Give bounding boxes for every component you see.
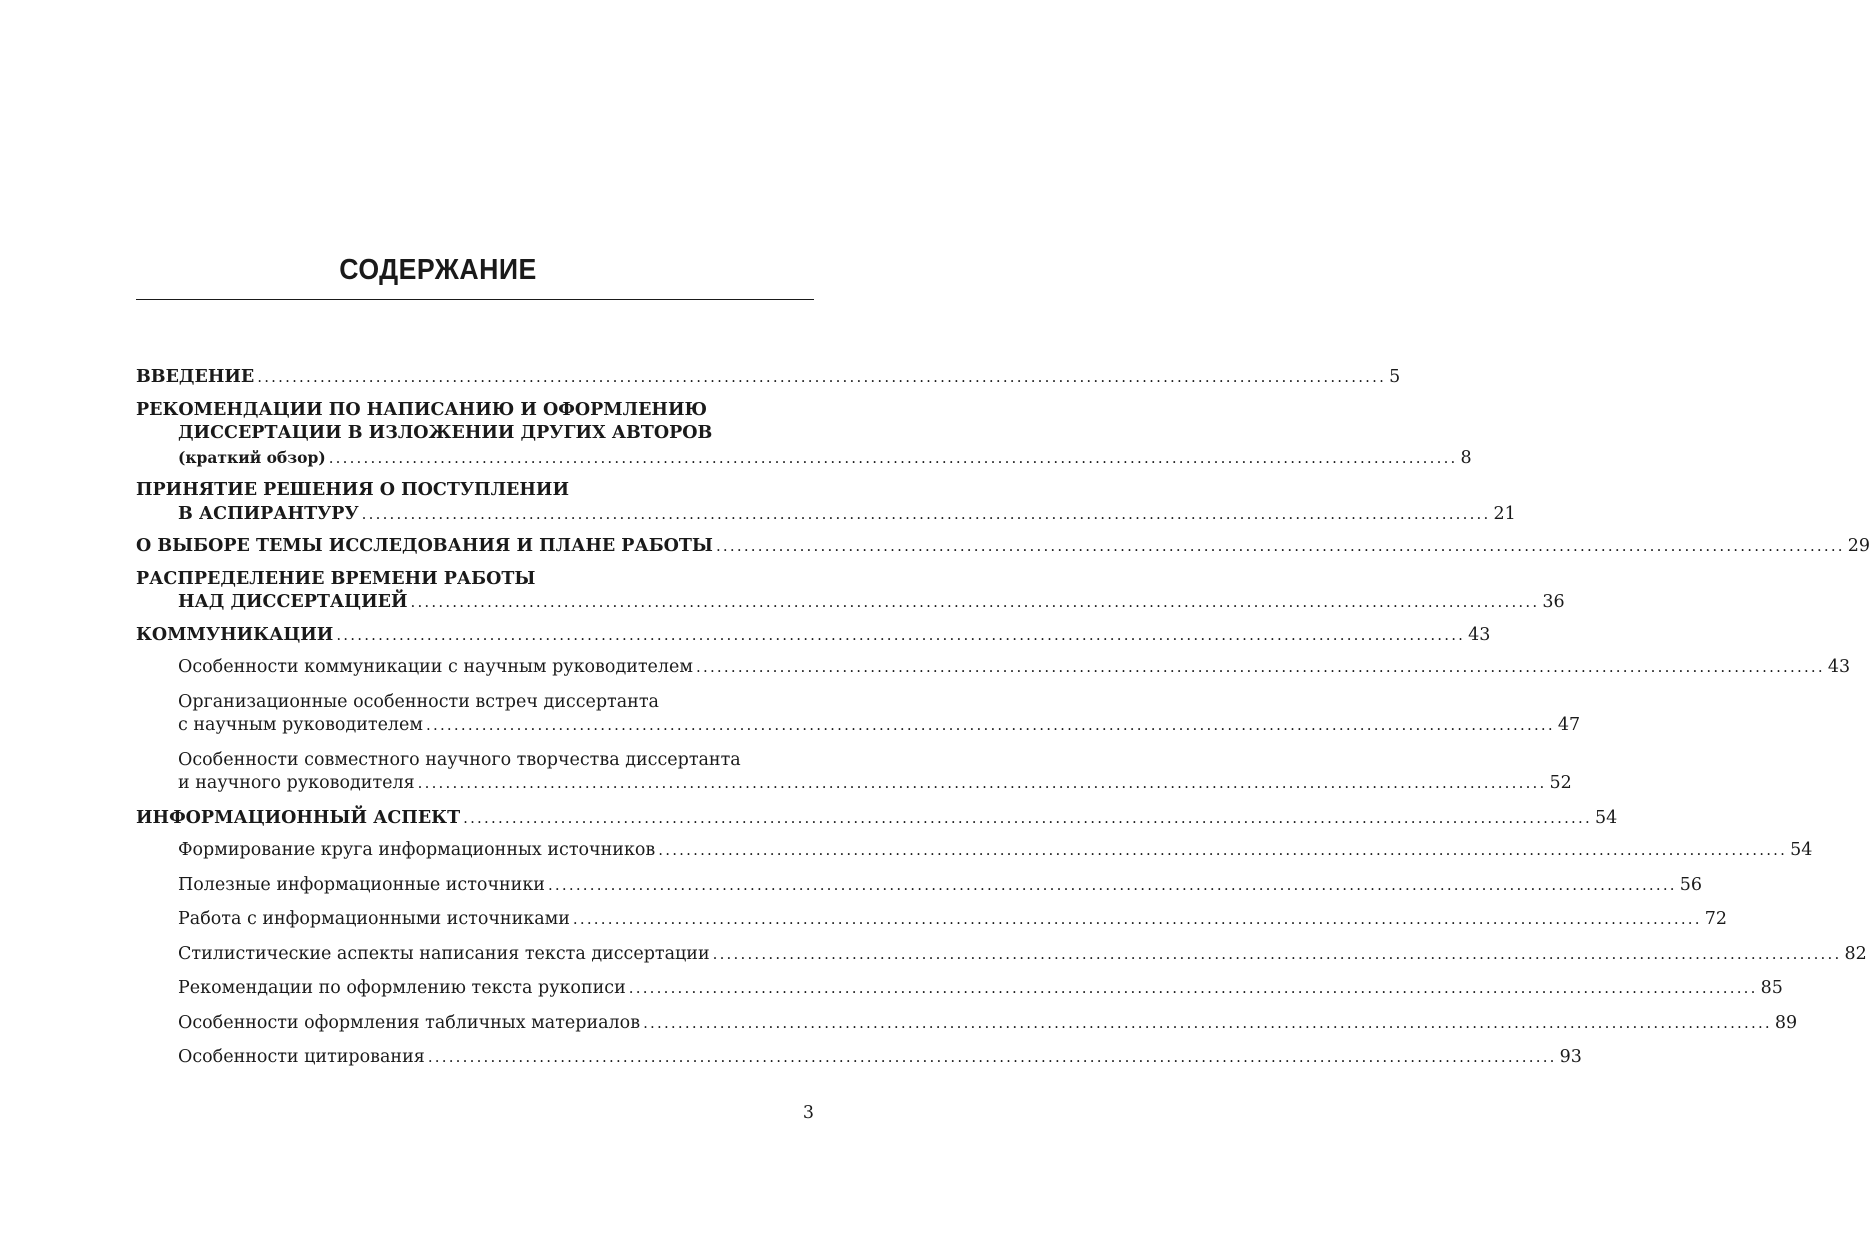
- toc-entry-last-line: [136, 1046, 1582, 1070]
- toc-page-number: 93: [1559, 1047, 1582, 1067]
- toc-page-number: 56: [1679, 874, 1703, 895]
- toc-entry-last-line: [136, 943, 1867, 967]
- dot-leader: ..................................................................................................................................................................: [715, 537, 1845, 555]
- toc-page-number: 43: [1468, 624, 1491, 645]
- toc-page-number: 47: [1557, 715, 1581, 735]
- toc-entry-title: В АСПИРАНТУРУ: [178, 503, 359, 524]
- toc-entry-title: КОММУНИКАЦИИ: [136, 624, 334, 645]
- toc-entry-title: Полезные информационные источники: [178, 874, 545, 895]
- toc-entry-title: ВВЕДЕНИЕ: [136, 367, 255, 387]
- toc-page-number: 72: [1704, 909, 1728, 929]
- toc-entry-title: НАД ДИССЕРТАЦИЕЙ: [178, 592, 408, 612]
- toc-entry-title: (краткий обзор): [178, 447, 326, 467]
- toc-entry-last-line: [136, 977, 1783, 1001]
- toc-page-number: 29: [1847, 536, 1870, 556]
- toc-page-number: 5: [1389, 367, 1401, 387]
- toc-entry-last-line: [136, 503, 1516, 527]
- dot-leader: ..................................................................................................................................................................: [336, 625, 1466, 644]
- toc-entry[interactable]: [136, 399, 1472, 471]
- dot-leader: ..................................................................................................................................................................: [257, 368, 1387, 386]
- dot-leader: ..................................................................................................................................................................: [417, 774, 1547, 792]
- toc-entry[interactable]: [136, 1012, 1798, 1036]
- toc-entry[interactable]: [136, 908, 1728, 932]
- toc-page-number: 43: [1827, 657, 1851, 677]
- toc-entry-title-line: ПРИНЯТИЕ РЕШЕНИЯ О ПОСТУПЛЕНИИ: [136, 480, 569, 500]
- toc-entry-title: Особенности цитирования: [178, 1047, 425, 1067]
- dot-leader: ..................................................................................................................................................................: [426, 716, 1555, 734]
- toc-entry-last-line: [136, 807, 1618, 831]
- toc-entry-title: О ВЫБОРЕ ТЕМЫ ИССЛЕДОВАНИЯ И ПЛАНЕ РАБОТЫ: [136, 536, 713, 556]
- toc-entry-last-line: [136, 714, 1581, 738]
- table-of-contents: [136, 366, 1870, 1081]
- toc-entry-last-line: [136, 1012, 1798, 1036]
- dot-leader: ..................................................................................................................................................................: [643, 1013, 1772, 1032]
- toc-entry-last-line: [136, 366, 1401, 390]
- title-divider: [136, 299, 814, 300]
- dot-leader: ..................................................................................................................................................................: [410, 593, 1540, 611]
- toc-entry-title: Работа с информационными источниками: [178, 909, 570, 929]
- dot-leader: ..................................................................................................................................................................: [547, 875, 1677, 894]
- toc-entry-title: с научным руководителем: [178, 715, 424, 735]
- dot-leader: ..................................................................................................................................................................: [361, 504, 1491, 523]
- dot-leader: ..................................................................................................................................................................: [712, 944, 1842, 963]
- toc-entry-title-line: ДИССЕРТАЦИИ В ИЗЛОЖЕНИИ ДРУГИХ АВТОРОВ: [178, 423, 713, 443]
- page-number: 3: [802, 1103, 814, 1123]
- toc-entry-title: Особенности коммуникации с научным руководителем: [178, 657, 694, 677]
- toc-entry-title-line: РАСПРЕДЕЛЕНИЕ ВРЕМЕНИ РАБОТЫ: [136, 568, 536, 589]
- toc-entry[interactable]: [136, 839, 1813, 863]
- toc-entry-last-line: [136, 446, 1472, 471]
- toc-page-number: 8: [1460, 447, 1472, 468]
- toc-entry[interactable]: [136, 479, 1516, 526]
- toc-entry[interactable]: [136, 807, 1618, 831]
- toc-entry-last-line: [136, 874, 1703, 898]
- dot-leader: ..................................................................................................................................................................: [463, 808, 1592, 827]
- toc-entry[interactable]: [136, 691, 1581, 738]
- dot-leader: ..................................................................................................................................................................: [427, 1048, 1557, 1066]
- toc-entry[interactable]: [136, 1046, 1582, 1070]
- dot-leader: ..................................................................................................................................................................: [696, 658, 1825, 676]
- toc-page-number: 85: [1760, 978, 1783, 998]
- toc-entry-title: Рекомендации по оформлению текста рукописи: [178, 978, 626, 998]
- toc-entry-title: Формирование круга информационных источников: [178, 840, 656, 860]
- toc-entry-title: ИНФОРМАЦИОННЫЙ АСПЕКТ: [136, 807, 461, 828]
- toc-entry-title: и научного руководителя: [178, 773, 415, 793]
- toc-page-number: 36: [1542, 592, 1565, 612]
- toc-entry[interactable]: [136, 656, 1851, 680]
- toc-page-number: 54: [1594, 807, 1618, 828]
- toc-entry[interactable]: [136, 749, 1572, 796]
- toc-entry-title: Особенности оформления табличных материалов: [178, 1012, 641, 1033]
- toc-entry-last-line: [136, 839, 1813, 863]
- dot-leader: ..................................................................................................................................................................: [328, 448, 1458, 467]
- toc-entry[interactable]: [136, 568, 1565, 615]
- toc-entry-title-line: Особенности совместного научного творчества диссертанта: [178, 749, 741, 770]
- toc-entry-title-line: Организационные особенности встреч диссертанта: [178, 691, 659, 712]
- toc-entry-last-line: [136, 908, 1728, 932]
- toc-entry[interactable]: [136, 535, 1870, 559]
- toc-entry-last-line: [136, 624, 1491, 648]
- toc-page-number: 52: [1549, 773, 1572, 793]
- toc-entry[interactable]: [136, 366, 1401, 390]
- toc-entry[interactable]: [136, 943, 1867, 967]
- toc-entry[interactable]: [136, 977, 1783, 1001]
- toc-entry-last-line: [136, 591, 1565, 615]
- dot-leader: ..................................................................................................................................................................: [572, 910, 1702, 928]
- toc-entry-last-line: [136, 656, 1851, 680]
- dot-leader: ..................................................................................................................................................................: [658, 841, 1788, 859]
- toc-entry-last-line: [136, 535, 1870, 559]
- toc-page-number: 82: [1844, 943, 1867, 964]
- toc-page-number: 89: [1774, 1012, 1798, 1033]
- toc-entry[interactable]: [136, 874, 1703, 898]
- toc-entry-title: Стилистические аспекты написания текста диссертации: [178, 943, 710, 964]
- dot-leader: ..................................................................................................................................................................: [628, 979, 1758, 997]
- page-title: СОДЕРЖАНИЕ: [339, 254, 537, 286]
- toc-entry-last-line: [136, 772, 1572, 796]
- toc-page-number: 54: [1790, 840, 1813, 860]
- toc-page-number: 21: [1493, 503, 1516, 524]
- toc-entry[interactable]: [136, 624, 1491, 648]
- toc-entry-title-line: РЕКОМЕНДАЦИИ ПО НАПИСАНИЮ И ОФОРМЛЕНИЮ: [136, 399, 708, 420]
